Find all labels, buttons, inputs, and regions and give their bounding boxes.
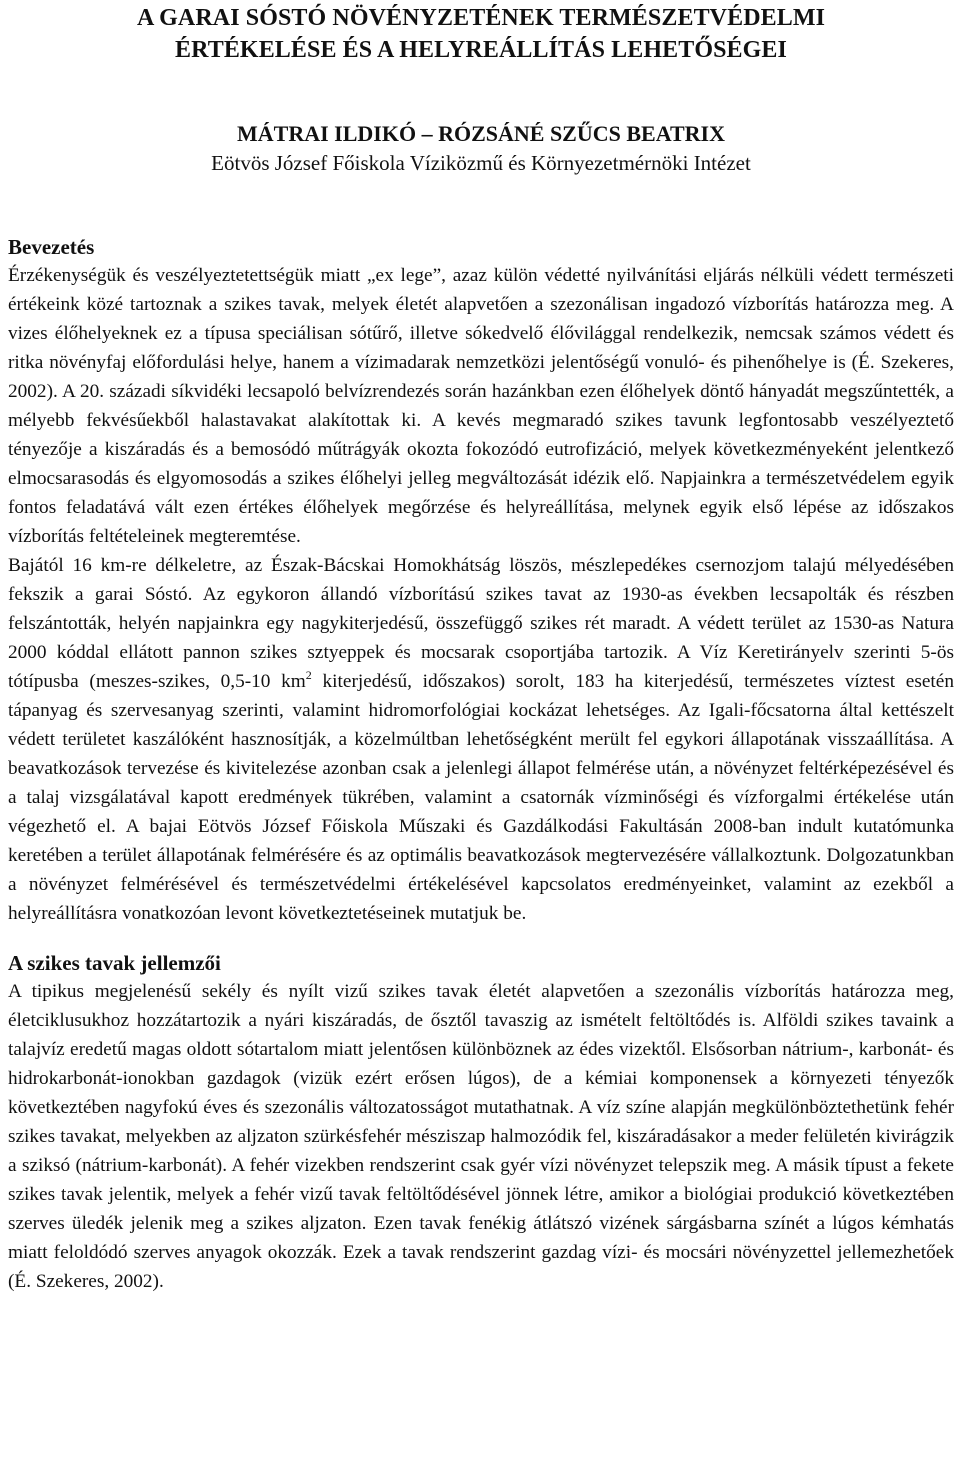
section-heading-introduction: Bevezetés <box>8 235 95 259</box>
section-heading-saline-lakes: A szikes tavak jellemzői <box>8 951 221 975</box>
lakes-paragraph-1: A tipikus megjelenésű sekély és nyílt vizű szikes tavak életét alapvetően a szezonális vízborítás határozza meg, életciklusukhoz hozzátartozik a nyári kiszáradás, de ősztől tavaszig az ismételt feltöltődés is. Alföldi szikes tavaink a talajvíz eredetű magas oldott sótartalom miatt jelentősen különböznek az édes vizektől. Elsősorban nátrium-, karbonát- és hidrokarbonát-ionokban gazdagok (vizük ezért erősen lúgos), de a kémiai komponensek a környezeti tényezők következtében nagyfokú éves és szezonális változatosságot mutathatnak. A víz színe alapján megkülönböztethetünk fehér szikes tavakat, melyekben az aljzaton szürkésfehér mésziszap halmozódik fel, kiszáradásakor a meder felületén kivirágzik a sziksó (nátrium-karbonát). A fehér vizekben rendszerint csak gyér vízi növényzet telepszik meg. A másik típust a fekete szikes tavak jelentik, melyek a fehér vizű tavak feltöltődésével jönnek létre, amikor a biológiai produkció következtében szerves üledék jelenik meg a szikes aljzaton. Ezen tavak fenékig átlátszó vizének sárgásbarna színét a lúgos kémhatás miatt feloldódó szerves anyagok okozzák. Ezek a tavak rendszerint gazdag vízi- és mocsári növényzettel jellemezhetőek (É. Szekeres, 2002). <box>8 981 954 1292</box>
intro-paragraph-2-part-b: kiterjedésű, időszakos) sorolt, 183 ha kiterjedésű, természetes víztest esetén tápanyag és szervesanyag szerinti, valamint hidromorfológiai kockázat lehetséges. Az Igali-főcsatorna által kettészelt védett területet kaszálóként hasznosítják, a közelmúltban lehetőségként merült fel egykori állapotának visszaállítása. A beavatkozások tervezése és kivitelezése azonban csak a jelenlegi állapot felmérése után, a növényzet feltérképezésével és a talaj vizsgálatával kapott eredmények tükrében, valamint a csatornák vízminőségi és vízforgalmi értékelése után végezhető el. A bajai Eötvös József Főiskola Műszaki és Gazdálkodási Fakultásán 2008-ban indult kutatómunka keretében a terület állapotának felmérésére és az optimális beavatkozások megtervezésére vállalkoztunk. Dolgozatunkban a növényzet felmérésével és természetvédelmi értékelésével kapcsolatos eredményeinket, valamint az ezekből a helyreállításra vonatkozóan levont következtetéseinek mutatjuk be. <box>8 671 954 924</box>
paper-page <box>8 0 954 1296</box>
intro-paragraph-2-part-a: Bajától 16 km-re délkeletre, az Észak-Bácskai Homokhátság löszös, mészlepedékes csernozjom talajú mélyedésében fekszik a garai Sóstó. Az egykoron állandó vízborítású szikes tavat az 1930-as években lecsapolták és részben felszántották, helyén napjainkra egy nagykiterjedésű, összefüggő szikes rét maradt. A védett terület az 1530-as Natura 2000 kóddal ellátott pannon szikes sztyeppek és mocsarak csoportjába tartozik. A Víz Keretirányelv szerinti 5-ös tótípusba (meszes-szikes, 0,5-10 km <box>8 555 954 692</box>
intro-paragraph-2 <box>8 551 954 928</box>
title-line-2: ÉRTÉKELÉSE ÉS A HELYREÁLLÍTÁS LEHETŐSÉGEI <box>175 37 787 63</box>
superscript-2: 2 <box>305 668 312 682</box>
affiliation: Eötvös József Főiskola Víziközmű és Környezetmérnöki Intézet <box>211 151 751 175</box>
paper-title <box>8 0 954 66</box>
title-line-1: A GARAI SÓSTÓ NÖVÉNYZETÉNEK TERMÉSZETVÉDELMI <box>136 5 826 31</box>
intro-paragraph-1: Érzékenységük és veszélyeztetettségük miatt „ex lege”, azaz külön védetté nyilvánítási eljárás nélküli védett természeti értékeink közé tartoznak a szikes tavak, melyek életét alapvetően a szezonálisan ingadozó vízborítás határozza meg. A vizes élőhelyeknek ez a típusa speciálisan sótűrő, illetve sókedvelő élővilággal rendelkezik, nemcsak számos védett és ritka növényfaj előfordulási helye, hanem a vízimadarak nemzetközi jelentőségű vonuló- és pihenőhelye is (É. Szekeres, 2002). A 20. századi síkvidéki lecsapoló belvízrendezés során hazánkban ezen élőhelyek döntő hányadát megszűntették, a mélyebb fekvésűekből halastavakat alakítottak ki. A kevés megmaradó szikes tavunk legfontosabb veszélyeztető tényezője a kiszáradás és a bemosódó műtrágyák okozta fokozódó eutrofizáció, melyek következményeként jelentkező elmocsarasodás és elgyomosodás a szikes élőhelyi jelleg megváltozását idézik elő. Napjainkra a természetvédelem egyik fontos feladatává vált ezen értékes élőhelyek megőrzése és helyreállítása, melynek egyik első lépése az időszakos vízborítás feltételeinek megteremtése. <box>8 265 954 547</box>
authors: MÁTRAI ILDIKÓ – RÓZSÁNÉ SZŰCS BEATRIX <box>237 121 725 146</box>
